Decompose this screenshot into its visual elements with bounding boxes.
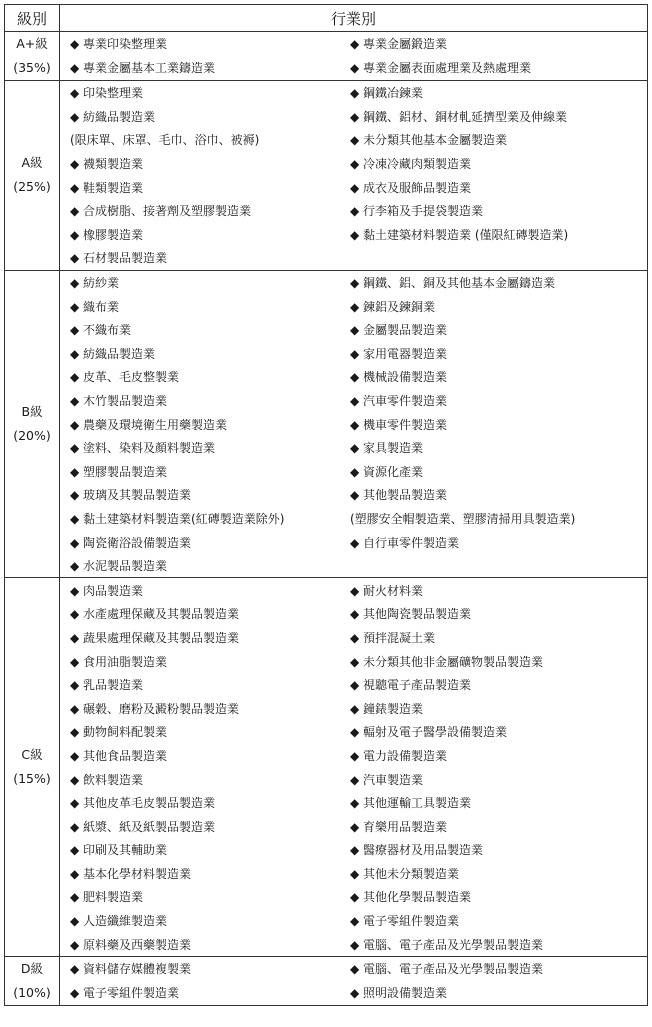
industry-item-right: ◆ 輻射及電子醫學設備製造業 [350, 725, 508, 740]
grade-percentage: (25%) [13, 179, 51, 195]
industry-item-right: ◆ 機械設備製造業 [350, 370, 448, 385]
industry-item-left: ◆ 皮革、毛皮整製業 [70, 370, 180, 385]
industry-item-left: ◆ 黏土建築材料製造業(紅磚製造業除外) [70, 511, 285, 526]
industry-item-right: ◆ 機車零件製造業 [350, 417, 448, 432]
grade-row [5, 270, 648, 578]
industry-item-left: ◆ 專業金屬基本工業鑄造業 [70, 60, 216, 75]
industry-item-right: ◆ 汽車零件製造業 [350, 394, 448, 409]
industry-line [60, 909, 647, 933]
industry-item-left: ◆ 紙漿、紙及紙製品製造業 [70, 819, 216, 834]
industry-line [60, 128, 647, 152]
industry-line [60, 626, 647, 650]
industry-item-right: ◆ 自行車零件製造業 [350, 535, 460, 550]
industry-line [60, 554, 647, 578]
industry-item-left: ◆ 襪類製造業 [70, 157, 144, 172]
industry-item-right: ◆ 鋼鐵冶鍊業 [350, 86, 424, 101]
industry-line [60, 152, 647, 176]
industry-item-left: ◆ 蔬果處理保藏及其製品製造業 [70, 630, 240, 645]
industry-list-cell [60, 578, 648, 957]
industry-item-left: ◆ 塑膠製品製造業 [70, 464, 168, 479]
industry-item-left: ◆ 其他食品製造業 [70, 748, 168, 763]
industry-line [60, 981, 647, 1005]
industry-line [60, 246, 647, 270]
industry-item-left: ◆ 肥料製造業 [70, 890, 144, 905]
industry-item-left: ◆ 不織布業 [70, 323, 132, 338]
industry-item-left: ◆ 碾穀、磨粉及澱粉製品製造業 [70, 701, 240, 716]
table-header-row [5, 5, 648, 32]
industry-item-left: (限床單、床罩、毛巾、浴巾、被褥) [70, 133, 260, 148]
industry-item-right: ◆ 成衣及服飾品製造業 [350, 180, 472, 195]
industry-item-right: ◆ 其他化學製品製造業 [350, 890, 472, 905]
industry-line [60, 814, 647, 838]
grade-row [5, 956, 648, 1005]
industry-line [60, 32, 647, 56]
industry-line [60, 389, 647, 413]
industry-item-right: ◆ 醫療器材及用品製造業 [350, 843, 484, 858]
industry-item-right: ◆ 電腦、電子產品及光學製品製造業 [350, 937, 544, 952]
industry-item-left: ◆ 動物飼料配製業 [70, 725, 168, 740]
industry-item-left: ◆ 水產處理保藏及其製品製造業 [70, 607, 240, 622]
industry-item-left: ◆ 織布業 [70, 299, 120, 314]
industry-item-right: ◆ 家具製造業 [350, 441, 424, 456]
grade-name: B級 [21, 404, 43, 420]
grade-cell [5, 270, 60, 578]
grade-cell [5, 578, 60, 957]
industry-line [60, 673, 647, 697]
grade-percentage: (20%) [13, 428, 51, 444]
grade-percentage: (10%) [13, 984, 51, 1000]
industry-line [60, 460, 647, 484]
industry-list-cell [60, 32, 648, 81]
industry-item-right: (塑膠安全帽製造業、塑膠清掃用具製造業) [350, 511, 576, 526]
industry-line [60, 436, 647, 460]
industry-item-left: ◆ 紡紗業 [70, 276, 120, 291]
industry-item-left: ◆ 印染整理業 [70, 86, 144, 101]
grade-percentage: (15%) [13, 771, 51, 787]
industry-item-right: ◆ 鋼鐵、鋁材、銅材軋延擠型業及伸線業 [350, 109, 568, 124]
industry-item-right: ◆ 行李箱及手提袋製造業 [350, 204, 484, 219]
grade-name: A級 [21, 155, 43, 171]
industry-item-left: ◆ 印刷及其輔助業 [70, 843, 168, 858]
industry-item-right: ◆ 冷凍冷藏肉類製造業 [350, 157, 472, 172]
industry-line [60, 791, 647, 815]
grade-name: C級 [21, 747, 43, 763]
industry-item-left: ◆ 專業印染整理業 [70, 37, 168, 52]
industry-item-right: ◆ 未分類其他基本金屬製造業 [350, 133, 508, 148]
industry-item-left: ◆ 紡織品製造業 [70, 346, 156, 361]
industry-item-right: ◆ 其他運輸工具製造業 [350, 796, 472, 811]
grade-row [5, 81, 648, 271]
industry-item-left: ◆ 乳品製造業 [70, 678, 144, 693]
grade-name: D級 [20, 960, 44, 976]
grade-cell [5, 81, 60, 271]
grade-cell [5, 956, 60, 1005]
industry-item-left: ◆ 木竹製品製造業 [70, 394, 168, 409]
industry-item-left: ◆ 紡織品製造業 [70, 109, 156, 124]
industry-line [60, 342, 647, 366]
industry-item-left: ◆ 合成樹脂、接著劑及塑膠製造業 [70, 204, 252, 219]
industry-item-right: ◆ 耐火材料業 [350, 583, 424, 598]
industry-line [60, 932, 647, 956]
industry-item-left: ◆ 人造纖維製造業 [70, 914, 168, 929]
industry-item-right: ◆ 鐘錶製造業 [350, 701, 424, 716]
industry-line [60, 81, 647, 105]
industry-list-cell [60, 81, 648, 271]
industry-item-right: ◆ 育樂用品製造業 [350, 819, 448, 834]
industry-line [60, 223, 647, 247]
industry-line [60, 838, 647, 862]
grade-column-header: 級別 [5, 5, 60, 32]
industry-line [60, 767, 647, 791]
industry-item-right: ◆ 鋼鐵、鋁、銅及其他基本金屬鑄造業 [350, 276, 556, 291]
industry-item-left: ◆ 肉品製造業 [70, 583, 144, 598]
industry-line [60, 862, 647, 886]
grade-percentage: (35%) [13, 60, 51, 75]
industry-item-right: ◆ 視聽電子產品製造業 [350, 678, 472, 693]
industry-line [60, 649, 647, 673]
industry-line [60, 744, 647, 768]
industry-line [60, 696, 647, 720]
subsidy-grade-table [4, 4, 648, 1006]
grade-row [5, 578, 648, 957]
industry-item-left: ◆ 塗料、染料及顏料製造業 [70, 441, 216, 456]
industry-item-left: ◆ 電子零組件製造業 [70, 985, 180, 1000]
industry-item-right: ◆ 專業金屬表面處理業及熱處理業 [350, 60, 532, 75]
industry-line [60, 199, 647, 223]
industry-line [60, 175, 647, 199]
industry-item-left: ◆ 橡膠製造業 [70, 227, 144, 242]
industry-item-right: ◆ 電子零組件製造業 [350, 914, 460, 929]
industry-item-right: ◆ 未分類其他非金屬礦物製品製造業 [350, 654, 544, 669]
industry-item-right: ◆ 電腦、電子產品及光學製品製造業 [350, 962, 544, 977]
grade-name: A+級 [16, 36, 48, 51]
industry-list-cell [60, 270, 648, 578]
industry-line [60, 957, 647, 981]
industry-line [60, 507, 647, 531]
industry-list-cell [60, 956, 648, 1005]
industry-item-right: ◆ 家用電器製造業 [350, 346, 448, 361]
industry-line [60, 271, 647, 295]
industry-item-left: ◆ 玻璃及其製品製造業 [70, 488, 192, 503]
industry-item-right: ◆ 電力設備製造業 [350, 748, 448, 763]
industry-line [60, 885, 647, 909]
industry-line [60, 530, 647, 554]
industry-item-right: ◆ 其他陶瓷製品製造業 [350, 607, 472, 622]
industry-item-left: ◆ 食用油脂製造業 [70, 654, 168, 669]
industry-item-left: ◆ 陶瓷衛浴設備製造業 [70, 535, 192, 550]
industry-item-right: ◆ 照明設備製造業 [350, 985, 448, 1000]
industry-item-left: ◆ 水泥製品製造業 [70, 559, 168, 574]
industry-line [60, 365, 647, 389]
industry-item-right: ◆ 鍊鋁及鍊銅業 [350, 299, 436, 314]
industry-item-right: ◆ 黏土建築材料製造業 (僅限紅磚製造業) [350, 227, 569, 242]
industry-item-left: ◆ 農藥及環境衛生用藥製造業 [70, 417, 228, 432]
industry-item-right: ◆ 預拌混凝土業 [350, 630, 436, 645]
industry-column-header: 行業別 [60, 5, 648, 32]
industry-item-right: ◆ 其他製品製造業 [350, 488, 448, 503]
industry-line [60, 318, 647, 342]
grade-row [5, 32, 648, 81]
industry-item-left: ◆ 鞋類製造業 [70, 180, 144, 195]
industry-item-right: ◆ 汽車製造業 [350, 772, 424, 787]
industry-item-right: ◆ 專業金屬鍛造業 [350, 37, 448, 52]
industry-item-left: ◆ 基本化學材料製造業 [70, 866, 192, 881]
industry-item-left: ◆ 飲料製造業 [70, 772, 144, 787]
industry-item-right: ◆ 資源化產業 [350, 464, 424, 479]
industry-item-left: ◆ 石材製品製造業 [70, 251, 168, 266]
grade-cell [5, 32, 60, 81]
industry-line [60, 56, 647, 80]
industry-line [60, 602, 647, 626]
industry-line [60, 483, 647, 507]
industry-line [60, 105, 647, 129]
industry-item-right: ◆ 金屬製品製造業 [350, 323, 448, 338]
industry-item-left: ◆ 其他皮革毛皮製品製造業 [70, 796, 216, 811]
industry-line [60, 294, 647, 318]
industry-line [60, 412, 647, 436]
industry-line [60, 578, 647, 602]
industry-item-left: ◆ 原料藥及西藥製造業 [70, 937, 192, 952]
industry-line [60, 720, 647, 744]
industry-item-right: ◆ 其他未分類製造業 [350, 866, 460, 881]
industry-item-left: ◆ 資料儲存媒體複製業 [70, 962, 192, 977]
